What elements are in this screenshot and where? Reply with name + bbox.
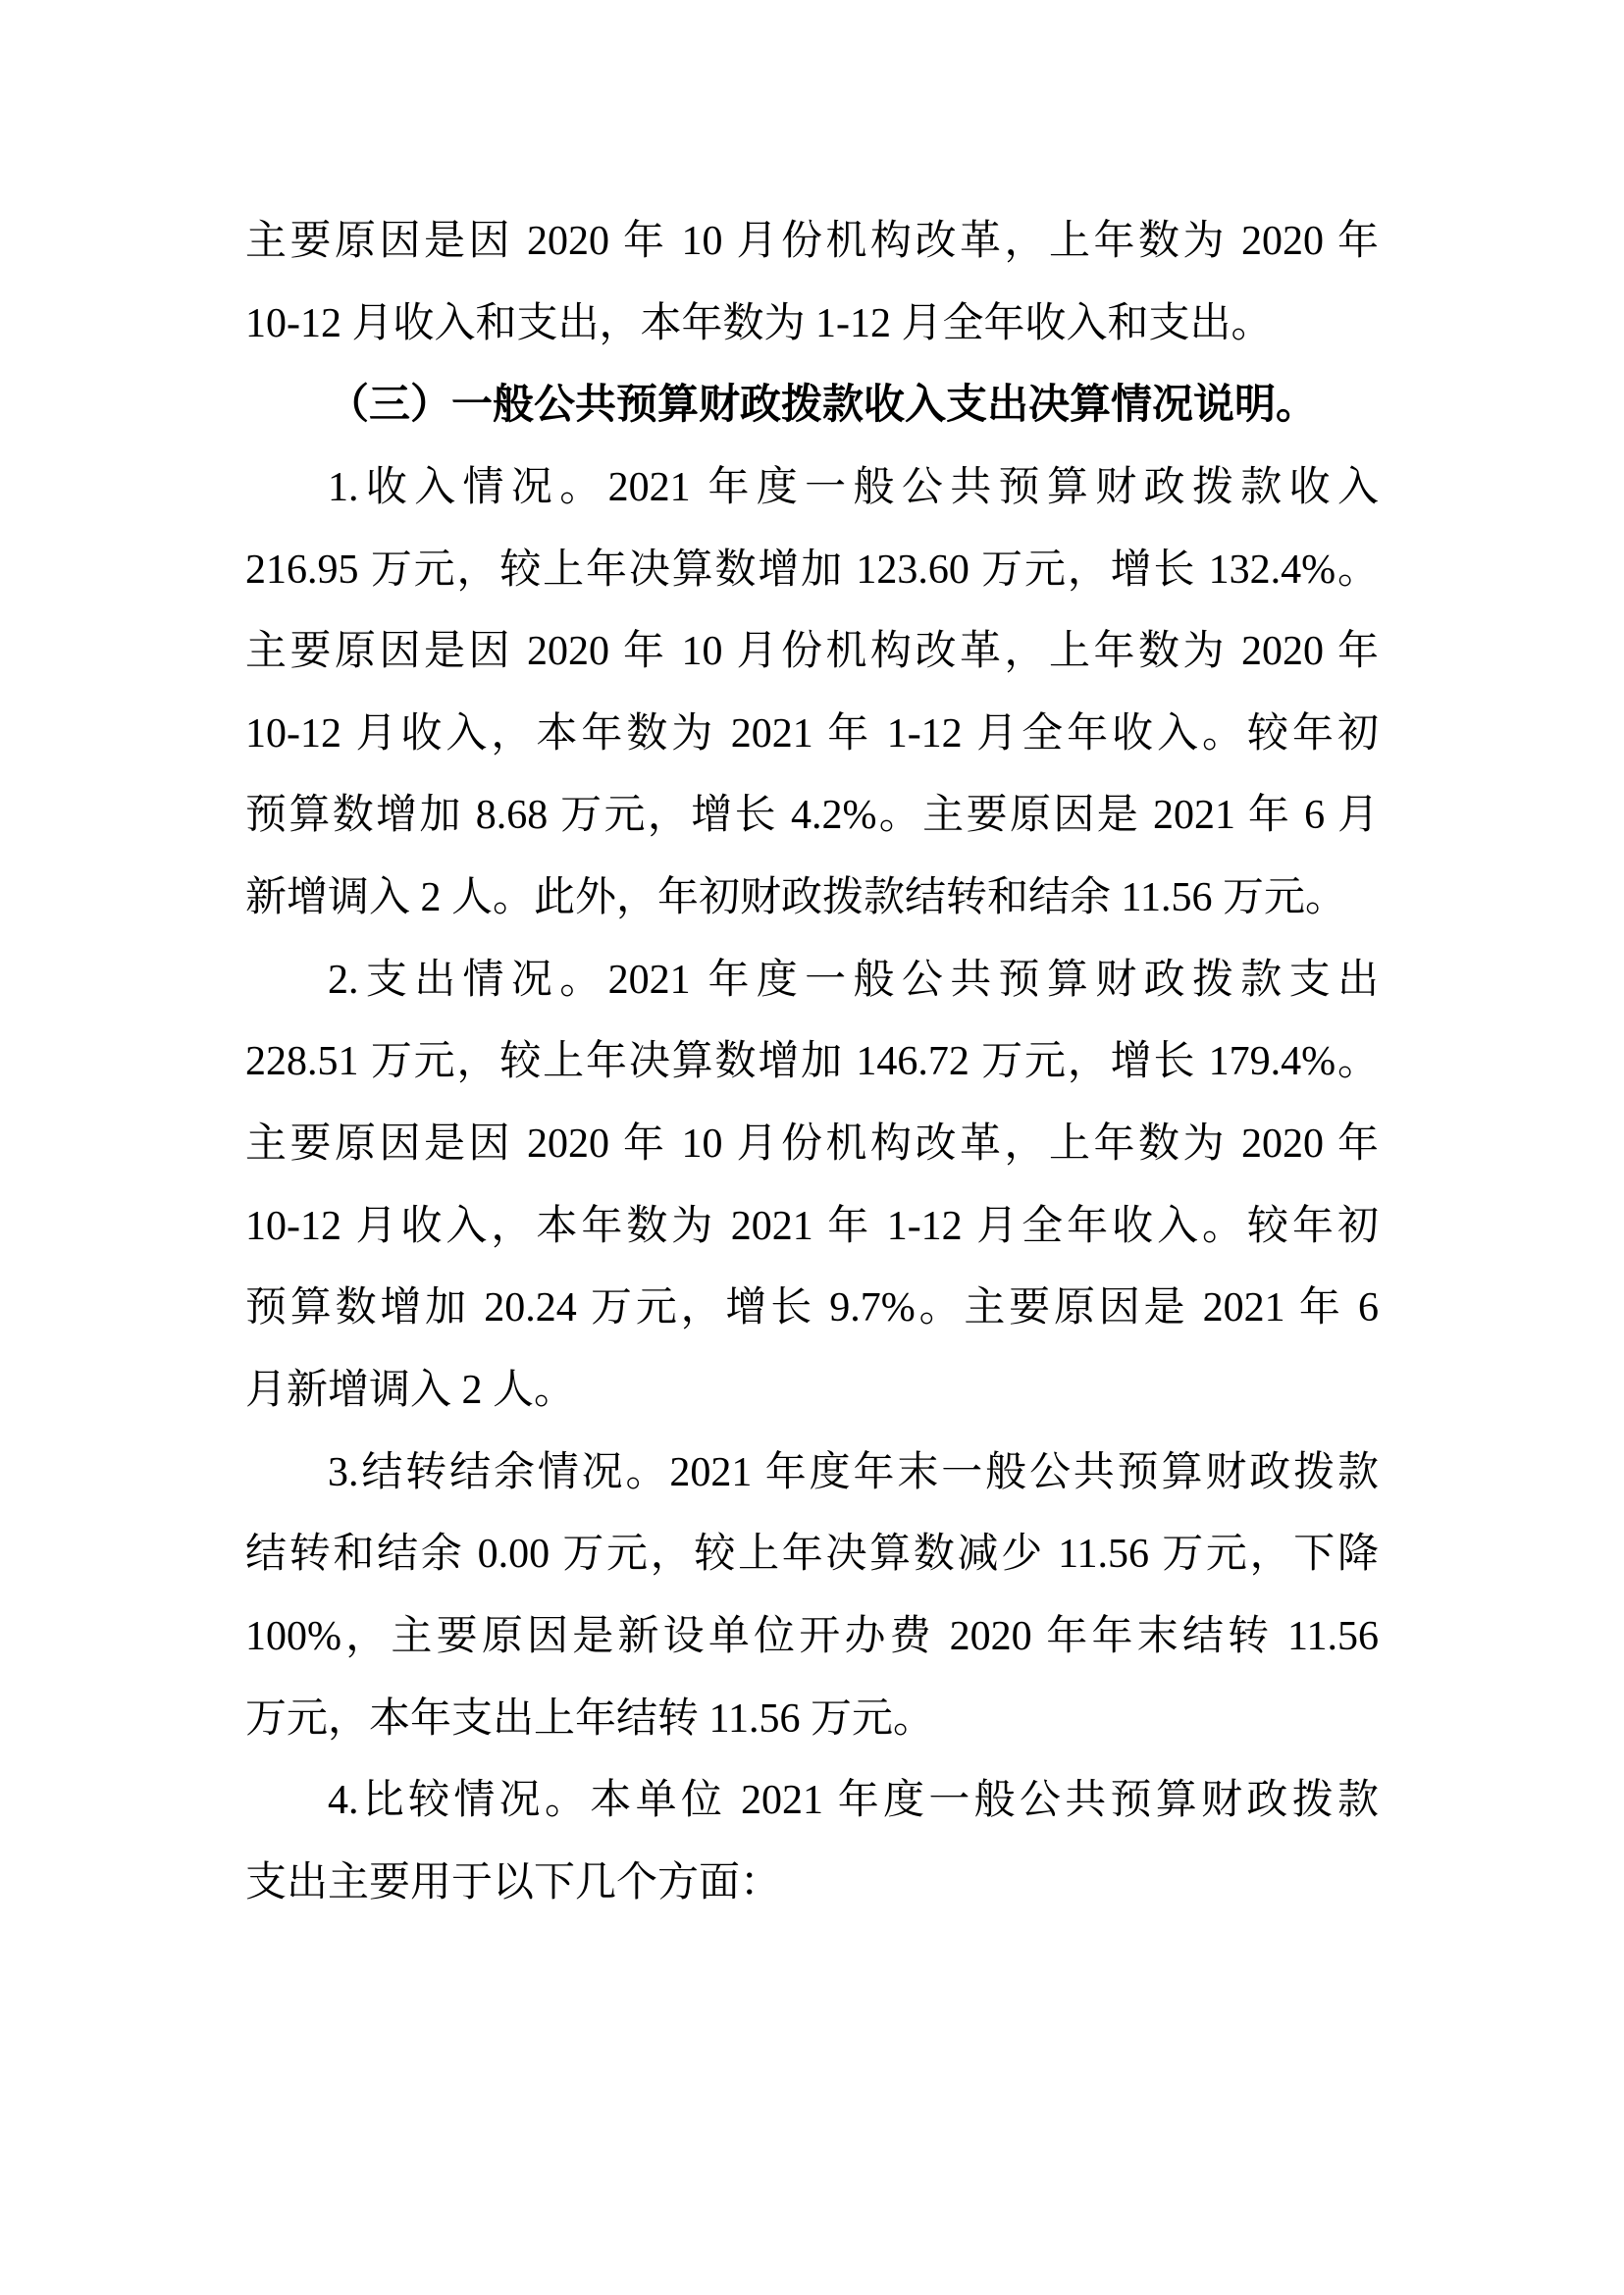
- text-line: 2.支出情况。2021 年度一般公共预算财政拨款支出: [328, 957, 1379, 1003]
- text-line: 10-12 月收入，本年数为 2021 年 1-12 月全年收入。较年初: [245, 1203, 1379, 1249]
- text-line: 3.结转结余情况。2021 年度年末一般公共预算财政拨款: [328, 1449, 1379, 1495]
- text-line: 228.51 万元，较上年决算数增加 146.72 万元，增长 179.4%。: [245, 1039, 1379, 1085]
- text-line: 1.收入情况。2021 年度一般公共预算财政拨款收入: [328, 464, 1379, 510]
- text-line: 10-12 月收入和支出，本年数为 1-12 月全年收入和支出。: [245, 300, 1273, 346]
- document-body: [245, 201, 1379, 1924]
- text-line: 4.比较情况。本单位 2021 年度一般公共预算财政拨款: [328, 1778, 1379, 1824]
- text-line: 新增调入 2 人。此外，年初财政拨款结转和结余 11.56 万元。: [245, 875, 1346, 921]
- text-line: 100%，主要原因是新设单位开办费 2020 年年末结转 11.56: [245, 1613, 1379, 1659]
- text-line: 支出主要用于以下几个方面：: [245, 1859, 782, 1905]
- text-line: 主要原因是因 2020 年 10 月份机构改革，上年数为 2020 年: [245, 629, 1379, 675]
- text-line: 主要原因是因 2020 年 10 月份机构改革，上年数为 2020 年: [245, 1121, 1379, 1168]
- text-line: 预算数增加 8.68 万元，增长 4.2%。主要原因是 2021 年 6 月: [245, 793, 1379, 839]
- text-line: 10-12 月收入，本年数为 2021 年 1-12 月全年收入。较年初: [245, 710, 1379, 756]
- text-line: 结转和结余 0.00 万元，较上年决算数减少 11.56 万元，下降: [245, 1532, 1379, 1578]
- text-line: 主要原因是因 2020 年 10 月份机构改革，上年数为 2020 年: [245, 219, 1379, 264]
- text-line: 万元，本年支出上年结转 11.56 万元。: [245, 1695, 934, 1742]
- text-line: 月新增调入 2 人。: [245, 1367, 576, 1413]
- text-line: 216.95 万元，较上年决算数增加 123.60 万元，增长 132.4%。: [245, 547, 1379, 593]
- section-heading: （三）一般公共预算财政拨款收入支出决算情况说明。: [328, 383, 1318, 429]
- text-line: 预算数增加 20.24 万元，增长 9.7%。主要原因是 2021 年 6: [245, 1285, 1379, 1331]
